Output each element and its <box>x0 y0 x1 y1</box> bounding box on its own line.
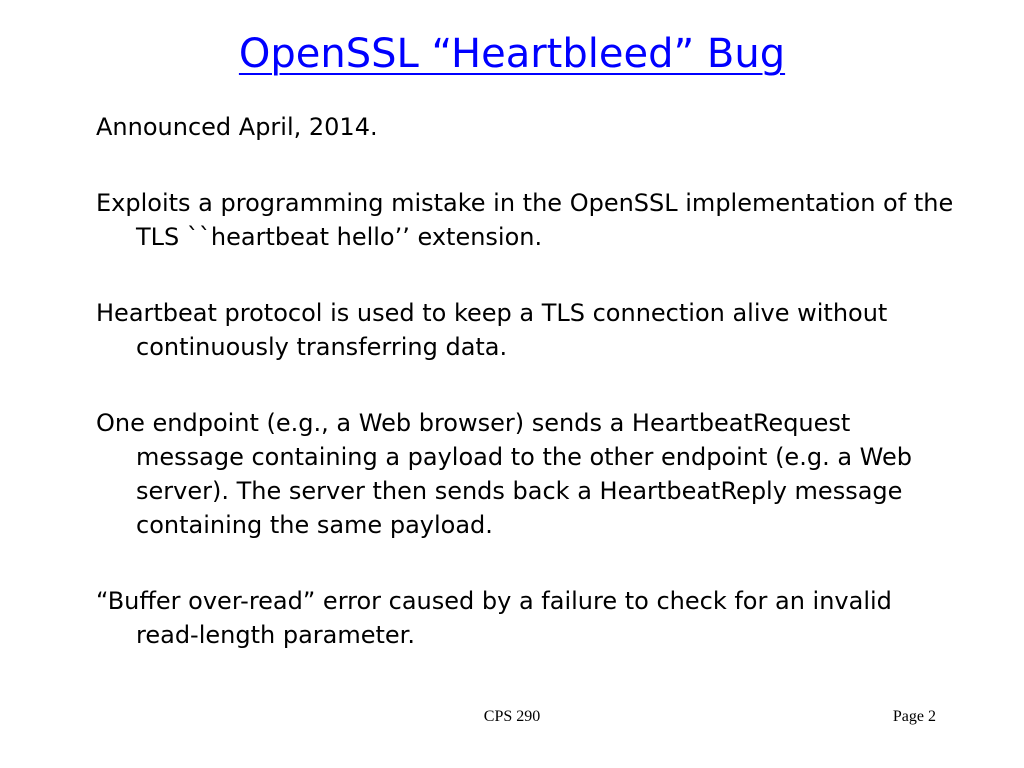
paragraph-exploit: Exploits a programming mistake in the OpenSSL implementation of the TLS ``heartbeat hello’’ extension. <box>96 189 954 251</box>
paragraph-announced: Announced April, 2014. <box>96 113 378 141</box>
paragraph-heartbeat-protocol: Heartbeat protocol is used to keep a TLS connection alive without continuously transferring data. <box>96 299 888 361</box>
footer-page-number: Page 2 <box>892 708 936 725</box>
footer-course: CPS 290 <box>483 708 541 725</box>
paragraph-endpoint: One endpoint (e.g., a Web browser) sends a HeartbeatRequest message containing a payload to the other endpoint (e.g. a Web server). The server then sends back a HeartbeatReply message containing the same payload. <box>96 409 912 539</box>
slide-title: OpenSSL “Heartbleed” Bug <box>238 31 786 77</box>
slide-body <box>96 110 956 694</box>
paragraph-buffer-overread: “Buffer over-read” error caused by a failure to check for an invalid read-length parameter. <box>96 587 892 649</box>
